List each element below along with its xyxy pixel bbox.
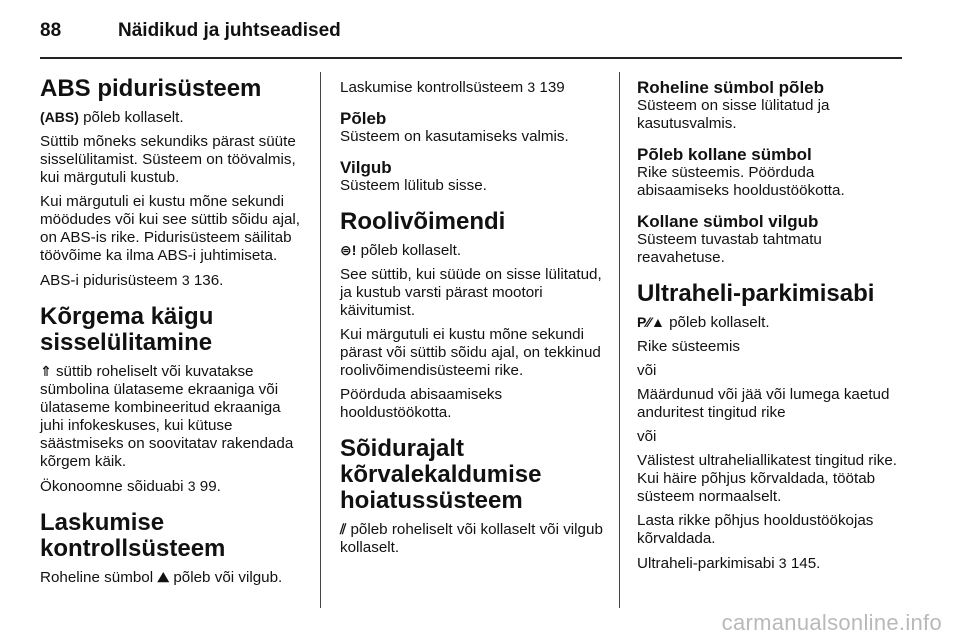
chapter-title: Näidikud ja juhtseadised <box>118 20 341 41</box>
lane-departure-icon: ⫽ <box>340 521 347 537</box>
lane-departure-heading: Sõidurajalt kõrvalekaldumise hoiatussüsteem <box>340 435 542 514</box>
gear-shift-up-icon: ⇑ <box>40 363 52 379</box>
power-steering-status: ⊜! põleb kollaselt. <box>340 242 462 259</box>
abs-reference: ABS-i pidurisüsteem 3 136. <box>40 272 224 289</box>
gear-shift-heading: Kõrgema käigu sisselülitamine <box>40 303 214 356</box>
abs-desc-2: Kui märgutuli ei kustu mõne sekundi möödudes või kui see süttib sõidu ajal, on ABS-is rike. Pidurisüsteem säilitab töövõime ka ilma ABS-i juhtimiseta. <box>40 193 301 264</box>
page-number: 88 <box>40 20 62 41</box>
green-symbol-subheading: Roheline sümbol põleb <box>637 78 825 97</box>
yellow-blink-text: Süsteem tuvastab tahtmatu reavahetuse. <box>637 231 822 266</box>
abs-status: (ABS) põleb kollaselt. <box>40 109 184 126</box>
power-steering-heading: Roolivõimendi <box>340 208 506 235</box>
green-symbol-text: Süsteem on sisse lülitatud ja kasutusvalmis. <box>637 97 830 132</box>
parking-advice: Lasta rikke põhjus hooldustöökojas kõrvaldada. <box>637 512 874 547</box>
parking-assist-status: P⁄⁄▲ põleb kollaselt. <box>637 314 770 331</box>
watermark: carmanualsonline.info <box>721 610 942 635</box>
abs-warning-icon: (ABS) <box>40 109 79 125</box>
yellow-on-text: Rike süsteemis. Pöörduda abisaamiseks hooldustöökotta. <box>637 164 845 199</box>
page-ref-arrow-icon: 3 <box>187 478 196 494</box>
power-steering-desc-2: Kui märgutuli ei kustu mõne sekundi pärast või süttib sõidu ajal, on tekkinud roolivõimendisüsteemi rike. <box>340 326 601 379</box>
page-ref-arrow-icon: 3 <box>527 79 536 95</box>
descent-control-heading: Laskumise kontrollsüsteem <box>40 509 226 562</box>
lane-departure-desc: ⫽ põleb roheliselt või kollaselt või vilgub kollaselt. <box>340 521 603 556</box>
column-divider-2 <box>619 72 620 608</box>
gear-shift-reference: Ökonoomne sõiduabi 3 99. <box>40 478 221 495</box>
gear-shift-desc: ⇑ süttib roheliselt või kuvatakse sümbolina ülataseme ekraaniga või ülataseme kombineeritud ekraaniga juhi infokeskuses, kui kütuse säästmiseks on soovitatav rakendada kõrgem käik. <box>40 363 294 470</box>
yellow-blink-subheading: Kollane sümbol vilgub <box>637 212 819 231</box>
column-3 <box>637 68 905 579</box>
parking-or-2: või <box>637 428 657 445</box>
blink-subheading: Vilgub <box>340 158 392 177</box>
steering-warning-icon: ⊜! <box>340 242 357 258</box>
hill-descent-icon: ⛰ <box>157 569 170 585</box>
header-rule <box>40 57 902 59</box>
abs-desc-1: Süttib mõneks sekundiks pärast süüte sisselülitamist. Süsteem on töövalmis, kui märgutuli kustub. <box>40 133 296 186</box>
yellow-on-subheading: Põleb kollane sümbol <box>637 145 812 164</box>
on-subheading: Põleb <box>340 109 387 128</box>
parking-fault-2: Määrdunud või jää või lumega kaetud anduritest tingitud rike <box>637 386 890 421</box>
parking-reference: Ultraheli-parkimisabi 3 145. <box>637 555 821 572</box>
on-text: Süsteem on kasutamiseks valmis. <box>340 128 569 145</box>
descent-control-desc: Roheline sümbol ⛰ põleb või vilgub. <box>40 569 283 586</box>
abs-heading: ABS pidurisüsteem <box>40 75 262 102</box>
parking-fault-1: Rike süsteemis <box>637 338 740 355</box>
descent-reference: Laskumise kontrollsüsteem 3 139 <box>340 79 565 96</box>
power-steering-desc-3: Pöörduda abisaamiseks hooldustöökotta. <box>340 386 503 421</box>
power-steering-desc-1: See süttib, kui süüde on sisse lülitatud, ja kustub varsti pärast mootori käivitumist. <box>340 266 602 319</box>
parking-assist-icon: P⁄⁄▲ <box>637 314 665 330</box>
column-2 <box>340 68 608 563</box>
parking-or-1: või <box>637 362 657 379</box>
column-1 <box>40 68 308 593</box>
blink-text: Süsteem lülitub sisse. <box>340 177 487 194</box>
page-ref-arrow-icon: 3 <box>181 272 190 288</box>
page-header <box>40 18 920 48</box>
parking-assist-heading: Ultraheli-parkimisabi <box>637 280 875 307</box>
page-ref-arrow-icon: 3 <box>778 555 787 571</box>
column-divider-1 <box>320 72 321 608</box>
parking-fault-3: Välistest ultraheliallikatest tingitud rike. Kui häire põhjus kõrvaldada, töötab süsteem normaalselt. <box>637 452 897 505</box>
